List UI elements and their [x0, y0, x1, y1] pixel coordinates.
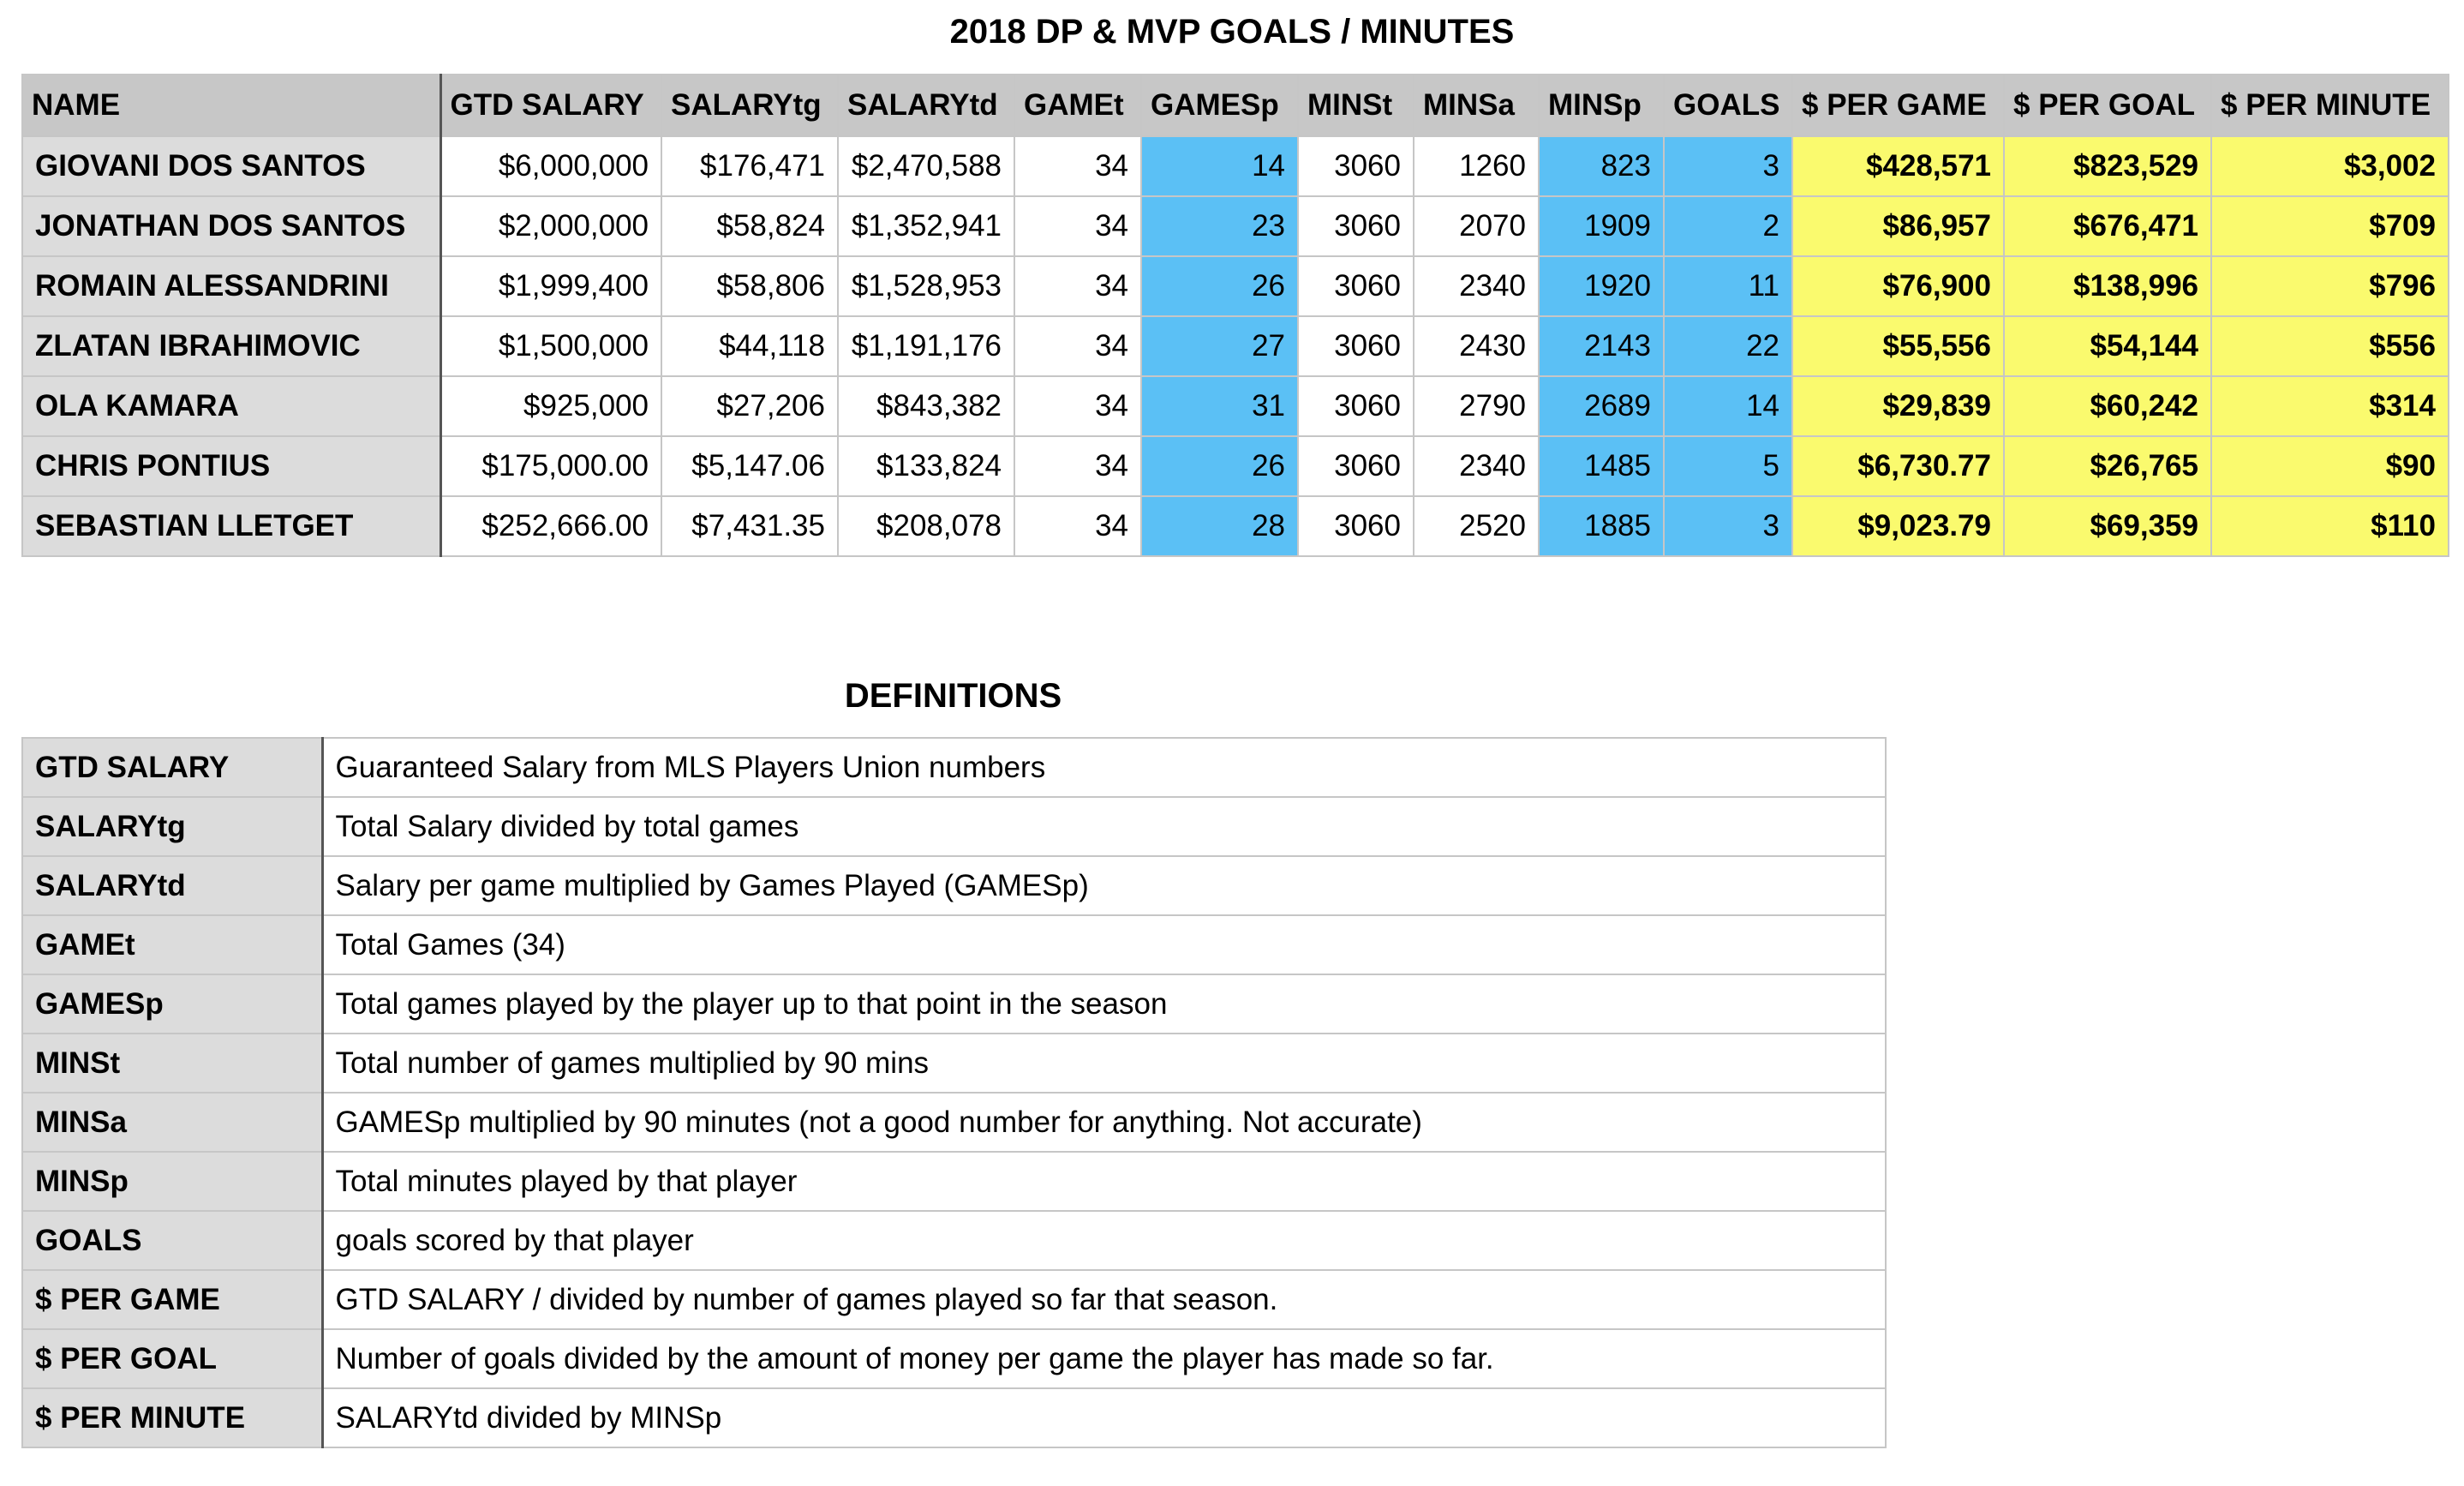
mins-t-cell: 3060: [1298, 196, 1414, 256]
column-header: NAME: [22, 75, 440, 136]
column-header: GAMESp: [1141, 75, 1298, 136]
mins-p-cell: 823: [1539, 136, 1664, 196]
table-row: [22, 316, 2449, 376]
games-p-cell: 14: [1141, 136, 1298, 196]
games-p-cell: 23: [1141, 196, 1298, 256]
definition-text: GAMESp multiplied by 90 minutes (not a good number for anything. Not accurate): [322, 1093, 1886, 1152]
mins-t-cell: 3060: [1298, 496, 1414, 556]
definition-term: GAMESp: [22, 974, 322, 1034]
player-name-cell: GIOVANI DOS SANTOS: [22, 136, 440, 196]
salary-tg-cell: $58,824: [661, 196, 838, 256]
per-minute-cell: $796: [2211, 256, 2449, 316]
per-game-cell: $6,730.77: [1792, 436, 2004, 496]
per-minute-cell: $556: [2211, 316, 2449, 376]
column-header: $ PER MINUTE: [2211, 75, 2449, 136]
definition-text: GTD SALARY / divided by number of games played so far that season.: [322, 1270, 1886, 1329]
definition-term: $ PER MINUTE: [22, 1388, 322, 1447]
mins-p-cell: 1885: [1539, 496, 1664, 556]
per-goal-cell: $138,996: [2004, 256, 2211, 316]
mins-a-cell: 1260: [1414, 136, 1539, 196]
games-p-cell: 26: [1141, 256, 1298, 316]
mins-a-cell: 2430: [1414, 316, 1539, 376]
definitions-title: DEFINITIONS: [844, 677, 1062, 715]
player-name-cell: OLA KAMARA: [22, 376, 440, 436]
column-header: SALARYtd: [838, 75, 1014, 136]
definition-row: [22, 915, 1886, 974]
mins-a-cell: 2520: [1414, 496, 1539, 556]
definition-term: GAMEt: [22, 915, 322, 974]
gtd-salary-cell: $2,000,000: [440, 196, 661, 256]
game-t-cell: 34: [1014, 136, 1141, 196]
mins-a-cell: 2340: [1414, 436, 1539, 496]
mins-t-cell: 3060: [1298, 256, 1414, 316]
definition-text: goals scored by that player: [322, 1211, 1886, 1270]
mins-p-cell: 1920: [1539, 256, 1664, 316]
games-p-cell: 31: [1141, 376, 1298, 436]
per-minute-cell: $110: [2211, 496, 2449, 556]
per-goal-cell: $69,359: [2004, 496, 2211, 556]
definition-text: Total number of games multiplied by 90 mins: [322, 1034, 1886, 1093]
player-name-cell: ROMAIN ALESSANDRINI: [22, 256, 440, 316]
player-name-cell: SEBASTIAN LLETGET: [22, 496, 440, 556]
table-row: [22, 376, 2449, 436]
goals-cell: 3: [1664, 496, 1792, 556]
table-row: [22, 496, 2449, 556]
mins-t-cell: 3060: [1298, 136, 1414, 196]
definition-row: [22, 1388, 1886, 1447]
definition-text: Number of goals divided by the amount of money per game the player has made so far.: [322, 1329, 1886, 1388]
definition-term: SALARYtg: [22, 797, 322, 856]
mins-p-cell: 2143: [1539, 316, 1664, 376]
definition-text: Guaranteed Salary from MLS Players Union numbers: [322, 738, 1886, 797]
player-name-cell: CHRIS PONTIUS: [22, 436, 440, 496]
salary-td-cell: $208,078: [838, 496, 1014, 556]
goals-cell: 14: [1664, 376, 1792, 436]
gtd-salary-cell: $925,000: [440, 376, 661, 436]
per-goal-cell: $676,471: [2004, 196, 2211, 256]
column-header: MINSa: [1414, 75, 1539, 136]
column-header: MINSt: [1298, 75, 1414, 136]
definition-row: [22, 738, 1886, 797]
gtd-salary-cell: $252,666.00: [440, 496, 661, 556]
per-game-cell: $76,900: [1792, 256, 2004, 316]
game-t-cell: 34: [1014, 256, 1141, 316]
salary-tg-cell: $7,431.35: [661, 496, 838, 556]
player-name-cell: JONATHAN DOS SANTOS: [22, 196, 440, 256]
definition-row: [22, 1270, 1886, 1329]
table-row: [22, 436, 2449, 496]
goals-cell: 22: [1664, 316, 1792, 376]
mins-a-cell: 2070: [1414, 196, 1539, 256]
per-minute-cell: $90: [2211, 436, 2449, 496]
definition-row: [22, 1152, 1886, 1211]
per-minute-cell: $3,002: [2211, 136, 2449, 196]
salary-td-cell: $1,528,953: [838, 256, 1014, 316]
per-game-cell: $29,839: [1792, 376, 2004, 436]
per-game-cell: $55,556: [1792, 316, 2004, 376]
game-t-cell: 34: [1014, 316, 1141, 376]
column-header: GTD SALARY: [440, 75, 661, 136]
column-header: GAMEt: [1014, 75, 1141, 136]
salary-table: [21, 74, 2449, 557]
per-goal-cell: $60,242: [2004, 376, 2211, 436]
mins-t-cell: 3060: [1298, 376, 1414, 436]
games-p-cell: 27: [1141, 316, 1298, 376]
definition-term: MINSa: [22, 1093, 322, 1152]
game-t-cell: 34: [1014, 436, 1141, 496]
mins-p-cell: 2689: [1539, 376, 1664, 436]
goals-cell: 2: [1664, 196, 1792, 256]
per-game-cell: $9,023.79: [1792, 496, 2004, 556]
gtd-salary-cell: $1,500,000: [440, 316, 661, 376]
goals-cell: 5: [1664, 436, 1792, 496]
gtd-salary-cell: $175,000.00: [440, 436, 661, 496]
definition-text: Total games played by the player up to that point in the season: [322, 974, 1886, 1034]
definition-row: [22, 1034, 1886, 1093]
per-minute-cell: $709: [2211, 196, 2449, 256]
gtd-salary-cell: $6,000,000: [440, 136, 661, 196]
game-t-cell: 34: [1014, 196, 1141, 256]
definition-term: GOALS: [22, 1211, 322, 1270]
definition-term: $ PER GAME: [22, 1270, 322, 1329]
table-row: [22, 196, 2449, 256]
definition-term: SALARYtd: [22, 856, 322, 915]
definition-term: $ PER GOAL: [22, 1329, 322, 1388]
definition-term: MINSt: [22, 1034, 322, 1093]
salary-tg-cell: $5,147.06: [661, 436, 838, 496]
per-minute-cell: $314: [2211, 376, 2449, 436]
per-game-cell: $428,571: [1792, 136, 2004, 196]
per-goal-cell: $823,529: [2004, 136, 2211, 196]
mins-t-cell: 3060: [1298, 436, 1414, 496]
mins-p-cell: 1909: [1539, 196, 1664, 256]
mins-a-cell: 2790: [1414, 376, 1539, 436]
game-t-cell: 34: [1014, 496, 1141, 556]
per-game-cell: $86,957: [1792, 196, 2004, 256]
mins-a-cell: 2340: [1414, 256, 1539, 316]
column-header: GOALS: [1664, 75, 1792, 136]
salary-td-cell: $2,470,588: [838, 136, 1014, 196]
salary-tg-cell: $44,118: [661, 316, 838, 376]
gtd-salary-cell: $1,999,400: [440, 256, 661, 316]
salary-tg-cell: $27,206: [661, 376, 838, 436]
per-goal-cell: $54,144: [2004, 316, 2211, 376]
header-row: [22, 75, 2449, 136]
game-t-cell: 34: [1014, 376, 1141, 436]
table-row: [22, 256, 2449, 316]
salary-tg-cell: $58,806: [661, 256, 838, 316]
mins-p-cell: 1485: [1539, 436, 1664, 496]
definition-row: [22, 1211, 1886, 1270]
player-name-cell: ZLATAN IBRAHIMOVIC: [22, 316, 440, 376]
goals-cell: 11: [1664, 256, 1792, 316]
column-header: $ PER GOAL: [2004, 75, 2211, 136]
definition-text: Total Salary divided by total games: [322, 797, 1886, 856]
definitions-table: [21, 737, 1887, 1448]
definition-text: Salary per game multiplied by Games Played (GAMESp): [322, 856, 1886, 915]
definition-text: Total Games (34): [322, 915, 1886, 974]
salary-td-cell: $1,352,941: [838, 196, 1014, 256]
definition-row: [22, 856, 1886, 915]
definition-row: [22, 974, 1886, 1034]
definition-row: [22, 1093, 1886, 1152]
definition-term: GTD SALARY: [22, 738, 322, 797]
per-goal-cell: $26,765: [2004, 436, 2211, 496]
definition-term: MINSp: [22, 1152, 322, 1211]
games-p-cell: 28: [1141, 496, 1298, 556]
definition-text: Total minutes played by that player: [322, 1152, 1886, 1211]
column-header: $ PER GAME: [1792, 75, 2004, 136]
column-header: SALARYtg: [661, 75, 838, 136]
salary-td-cell: $133,824: [838, 436, 1014, 496]
page-title: 2018 DP & MVP GOALS / MINUTES: [949, 13, 1515, 51]
mins-t-cell: 3060: [1298, 316, 1414, 376]
definition-text: SALARYtd divided by MINSp: [322, 1388, 1886, 1447]
column-header: MINSp: [1539, 75, 1664, 136]
salary-td-cell: $1,191,176: [838, 316, 1014, 376]
definition-row: [22, 797, 1886, 856]
definition-row: [22, 1329, 1886, 1388]
salary-tg-cell: $176,471: [661, 136, 838, 196]
goals-cell: 3: [1664, 136, 1792, 196]
table-row: [22, 136, 2449, 196]
games-p-cell: 26: [1141, 436, 1298, 496]
salary-td-cell: $843,382: [838, 376, 1014, 436]
